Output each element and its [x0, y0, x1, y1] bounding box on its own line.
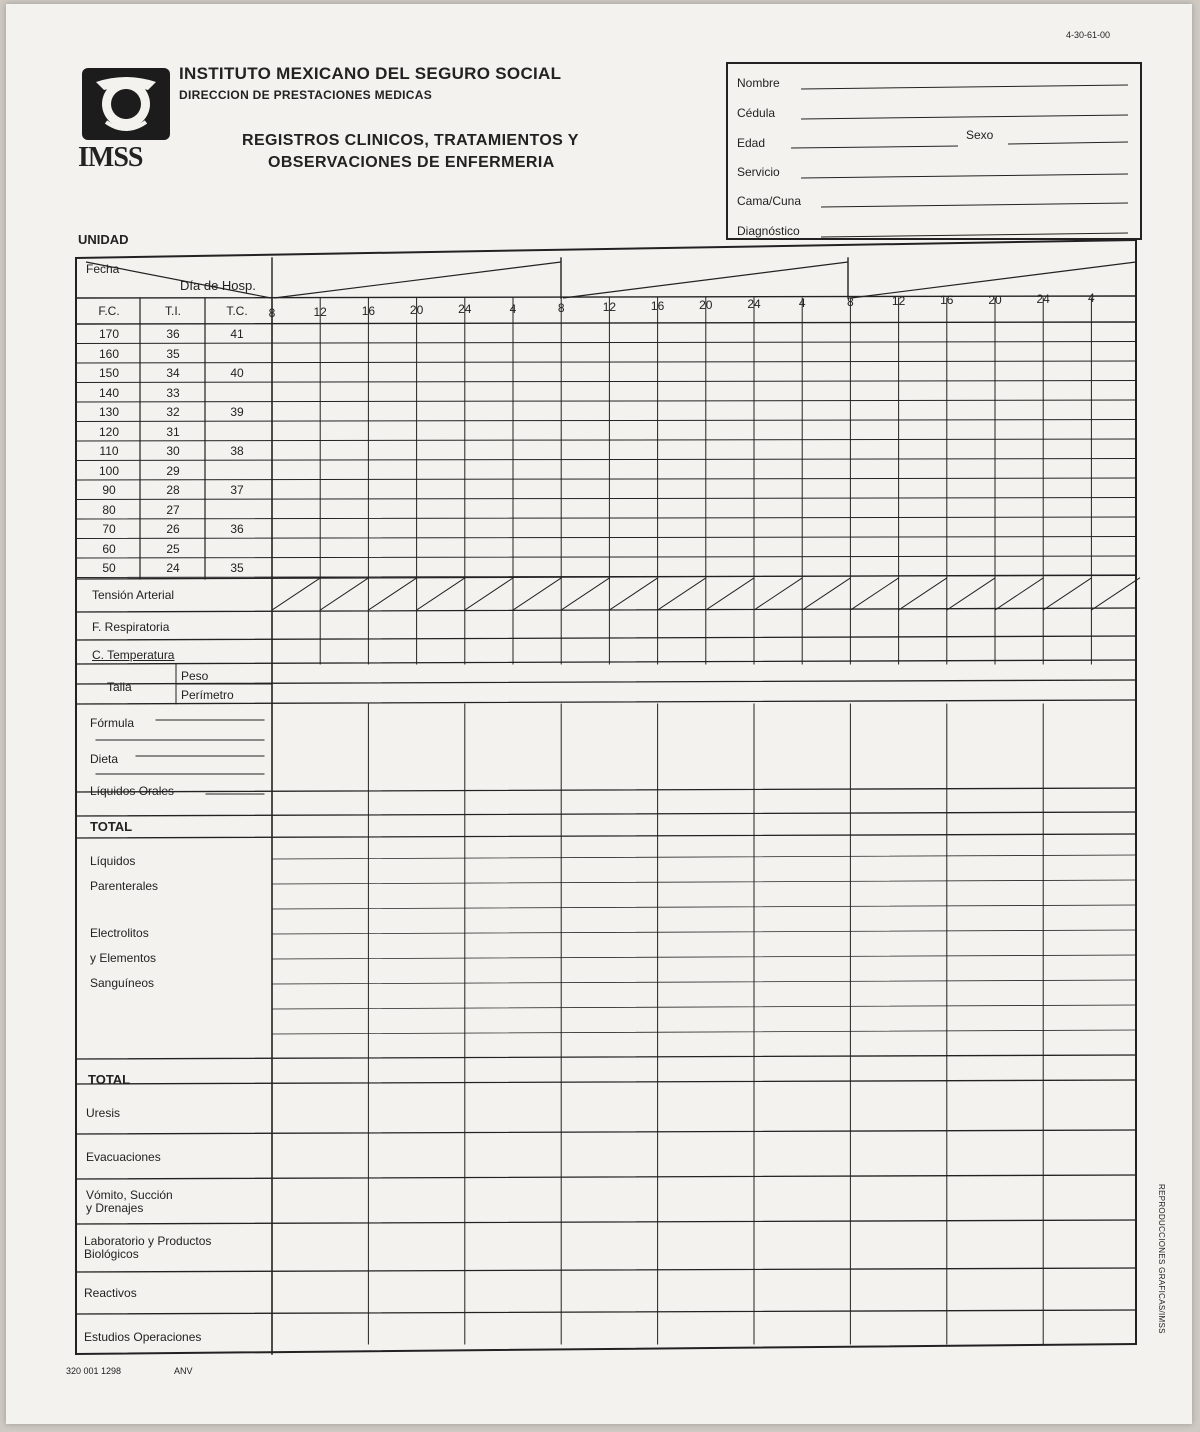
- hour-label: 8: [557, 300, 565, 315]
- scale-ti-value: 28: [166, 483, 180, 497]
- section-line: [76, 1055, 1136, 1059]
- scale-ti-value: 24: [166, 561, 180, 575]
- hour-label: 16: [940, 293, 954, 308]
- scale-ti-value: 33: [166, 385, 180, 400]
- liquid-row-line: [272, 1005, 1136, 1009]
- scale-ti-value: 25: [166, 541, 180, 556]
- tension-diagonal: [272, 578, 320, 610]
- hour-label: 8: [847, 295, 854, 310]
- evacuaciones-label: Evacuaciones: [86, 1150, 161, 1164]
- scale-row-line: [76, 381, 1136, 383]
- hour-label: 4: [798, 296, 806, 311]
- scale-tc-value: 39: [230, 405, 244, 419]
- scale-ti-value: 26: [166, 522, 180, 536]
- scale-ti-value: 30: [166, 444, 180, 458]
- department-name: DIRECCION DE PRESTACIONES MEDICAS: [179, 88, 433, 102]
- scale-row-line: [76, 537, 1136, 539]
- tension-diagonal: [899, 578, 947, 610]
- scale-row-line: [76, 459, 1136, 461]
- edad-label: Edad: [737, 136, 766, 150]
- dieta-label: Dieta: [90, 752, 119, 766]
- section-line: [76, 788, 1136, 792]
- tension-diagonal: [706, 578, 754, 610]
- electrolitos-label: Electrolitos: [90, 926, 149, 940]
- tension-diagonal: [320, 578, 368, 610]
- servicio-label: Servicio: [737, 165, 780, 179]
- scale-row-line: [76, 478, 1136, 480]
- scale-fc-value: 80: [102, 502, 116, 517]
- form-title-line2: OBSERVACIONES DE ENFERMERIA: [268, 154, 555, 171]
- temperatura-label: C. Temperatura: [92, 648, 175, 662]
- liquidos-label: Líquidos: [90, 854, 136, 868]
- dia-hosp-label: Día de Hosp.: [180, 278, 256, 293]
- scale-ti-value: 36: [166, 327, 180, 341]
- perimetro-label: Perímetro: [181, 688, 234, 702]
- ti-header: T.I.: [164, 304, 181, 318]
- hour-label: 16: [650, 298, 665, 313]
- vomito-label-2: y Drenajes: [86, 1201, 144, 1215]
- nombre-label: Nombre: [737, 76, 780, 90]
- hour-label: 16: [361, 304, 376, 319]
- section-line: [76, 1130, 1136, 1134]
- uresis-label: Uresis: [86, 1106, 121, 1120]
- tc-header: T.C.: [226, 304, 248, 318]
- fc-header: F.C.: [98, 304, 120, 318]
- scale-fc-value: 160: [98, 346, 120, 361]
- liquid-row-line: [272, 980, 1136, 984]
- scale-ti-value: 27: [166, 502, 180, 517]
- section-line: [76, 812, 1136, 816]
- hour-label: 24: [1036, 291, 1050, 306]
- scale-tc-value: 41: [230, 327, 244, 341]
- side-note: REPRODUCCIONES GRAFICAS/IMSS: [1157, 1184, 1166, 1334]
- liquidos-orales-label: Líquidos Orales: [90, 784, 175, 798]
- scale-row-line: [76, 556, 1136, 558]
- section-line: [76, 834, 1136, 838]
- date-header-bottom: [76, 296, 1136, 298]
- scale-fc-value: 70: [102, 522, 116, 536]
- outer-bottom: [76, 1344, 1136, 1354]
- section-line: [76, 1220, 1136, 1224]
- respiratoria-label: F. Respiratoria: [92, 620, 170, 634]
- hour-label: 4: [1088, 290, 1095, 305]
- scale-fc-value: 110: [99, 444, 119, 458]
- hour-label: 24: [458, 302, 472, 317]
- tension-diagonal: [754, 578, 802, 610]
- scale-row-line: [76, 517, 1136, 519]
- section-line: [76, 660, 1136, 664]
- reactivos-label: Reactivos: [84, 1286, 137, 1300]
- outer-top: [76, 240, 1136, 258]
- tension-diagonal: [609, 578, 657, 610]
- section-line: [76, 1175, 1136, 1179]
- scale-row-line: [76, 420, 1136, 422]
- hour-label: 12: [313, 305, 327, 320]
- institution-name: INSTITUTO MEXICANO DEL SEGURO SOCIAL: [179, 64, 562, 83]
- laboratorio-label-1: Laboratorio y Productos: [84, 1234, 212, 1248]
- liquid-row-line: [272, 955, 1136, 959]
- section-line: [76, 636, 1136, 640]
- section-line: [76, 608, 1136, 612]
- scale-tc-value: 35: [230, 561, 244, 575]
- liquid-row-line: [272, 905, 1136, 909]
- scale-row-line: [76, 400, 1136, 402]
- patient-info-box: [727, 63, 1141, 239]
- hour-label: 20: [988, 292, 1002, 307]
- imss-logo-icon: [82, 68, 170, 140]
- section-line: [76, 1080, 1136, 1084]
- tension-diagonal: [947, 578, 995, 610]
- talla-label: Talla: [107, 680, 132, 694]
- tension-diagonal: [850, 578, 898, 610]
- hour-label: 12: [891, 294, 906, 309]
- scale-fc-value: 130: [98, 405, 120, 419]
- scale-ti-value: 34: [166, 366, 180, 380]
- formula-label: Fórmula: [90, 716, 135, 730]
- scale-fc-value: 150: [98, 366, 120, 380]
- scale-ti-value: 31: [166, 424, 180, 439]
- tension-diagonal: [1043, 578, 1091, 610]
- peso-label: Peso: [181, 669, 209, 683]
- hour-label: 20: [409, 303, 424, 318]
- scale-row-line: [76, 498, 1136, 500]
- scale-row-line: [76, 361, 1136, 363]
- form-title-line1: REGISTROS CLINICOS, TRATAMIENTOS Y: [242, 132, 579, 149]
- hour-label: 12: [602, 299, 617, 314]
- scale-fc-value: 50: [102, 561, 116, 575]
- hours-bottom: [76, 322, 1136, 324]
- section-line: [76, 1310, 1136, 1314]
- scale-fc-value: 100: [98, 463, 120, 478]
- tension-diagonal: [802, 578, 850, 610]
- tension-diagonal: [995, 578, 1043, 610]
- section-line: [76, 1268, 1136, 1272]
- footer-anv: ANV: [174, 1366, 193, 1376]
- scale-tc-value: 36: [230, 522, 244, 536]
- scale-fc-value: 170: [98, 327, 120, 341]
- fecha-label: Fecha: [86, 262, 120, 276]
- hour-label: 20: [699, 297, 713, 312]
- liquid-row-line: [272, 930, 1136, 934]
- tension-diagonal: [368, 578, 416, 610]
- hour-label: 8: [268, 306, 276, 320]
- liquid-row-line: [272, 880, 1136, 884]
- scale-tc-value: 40: [230, 366, 244, 380]
- scale-fc-value: 140: [98, 385, 120, 400]
- scale-fc-value: 60: [102, 541, 116, 556]
- section-line: [76, 700, 1136, 704]
- tension-diagonal: [417, 578, 465, 610]
- tension-diagonal: [561, 578, 609, 610]
- diagnostico-label: Diagnóstico: [737, 224, 800, 238]
- scale-fc-value: 120: [98, 424, 120, 439]
- section-line: [76, 680, 1136, 684]
- liquid-row-line: [272, 855, 1136, 859]
- scale-tc-value: 38: [230, 444, 244, 458]
- scale-ti-value: 32: [166, 405, 180, 419]
- total-2-label: TOTAL: [88, 1072, 131, 1087]
- tension-label: Tensión Arterial: [92, 588, 175, 602]
- unidad-label: UNIDAD: [78, 232, 129, 247]
- cedula-label: Cédula: [737, 106, 776, 120]
- hour-label: 4: [509, 301, 517, 316]
- tension-diagonal: [513, 578, 561, 610]
- sexo-label: Sexo: [966, 128, 994, 142]
- cama-label: Cama/Cuna: [737, 194, 802, 208]
- laboratorio-label-2: Biológicos: [84, 1247, 139, 1261]
- liquid-row-line: [272, 1030, 1136, 1034]
- tension-diagonal: [1091, 578, 1139, 610]
- scale-fc-value: 90: [102, 483, 116, 497]
- sanguineos-label: Sanguíneos: [90, 976, 155, 990]
- vomito-label-1: Vómito, Succión: [86, 1188, 173, 1202]
- tension-diagonal: [658, 578, 706, 610]
- scale-tc-value: 37: [230, 483, 244, 497]
- logo-text: IMSS: [78, 142, 143, 173]
- form-sheet: [6, 4, 1192, 1424]
- form-grid: [6, 4, 1192, 1424]
- parenterales-label: Parenterales: [90, 879, 159, 893]
- tension-diagonal: [465, 578, 513, 610]
- scale-ti-value: 29: [166, 463, 180, 478]
- footer-code: 320 001 1298: [66, 1366, 122, 1376]
- hour-label: 24: [747, 297, 761, 311]
- elementos-label: y Elementos: [90, 951, 157, 965]
- estudios-label: Estudios Operaciones: [84, 1330, 202, 1344]
- scale-row-line: [76, 439, 1136, 441]
- form-code: 4-30-61-00: [1066, 30, 1111, 40]
- total-1-label: TOTAL: [90, 819, 133, 834]
- scale-ti-value: 35: [166, 346, 180, 361]
- scale-row-line: [76, 342, 1136, 344]
